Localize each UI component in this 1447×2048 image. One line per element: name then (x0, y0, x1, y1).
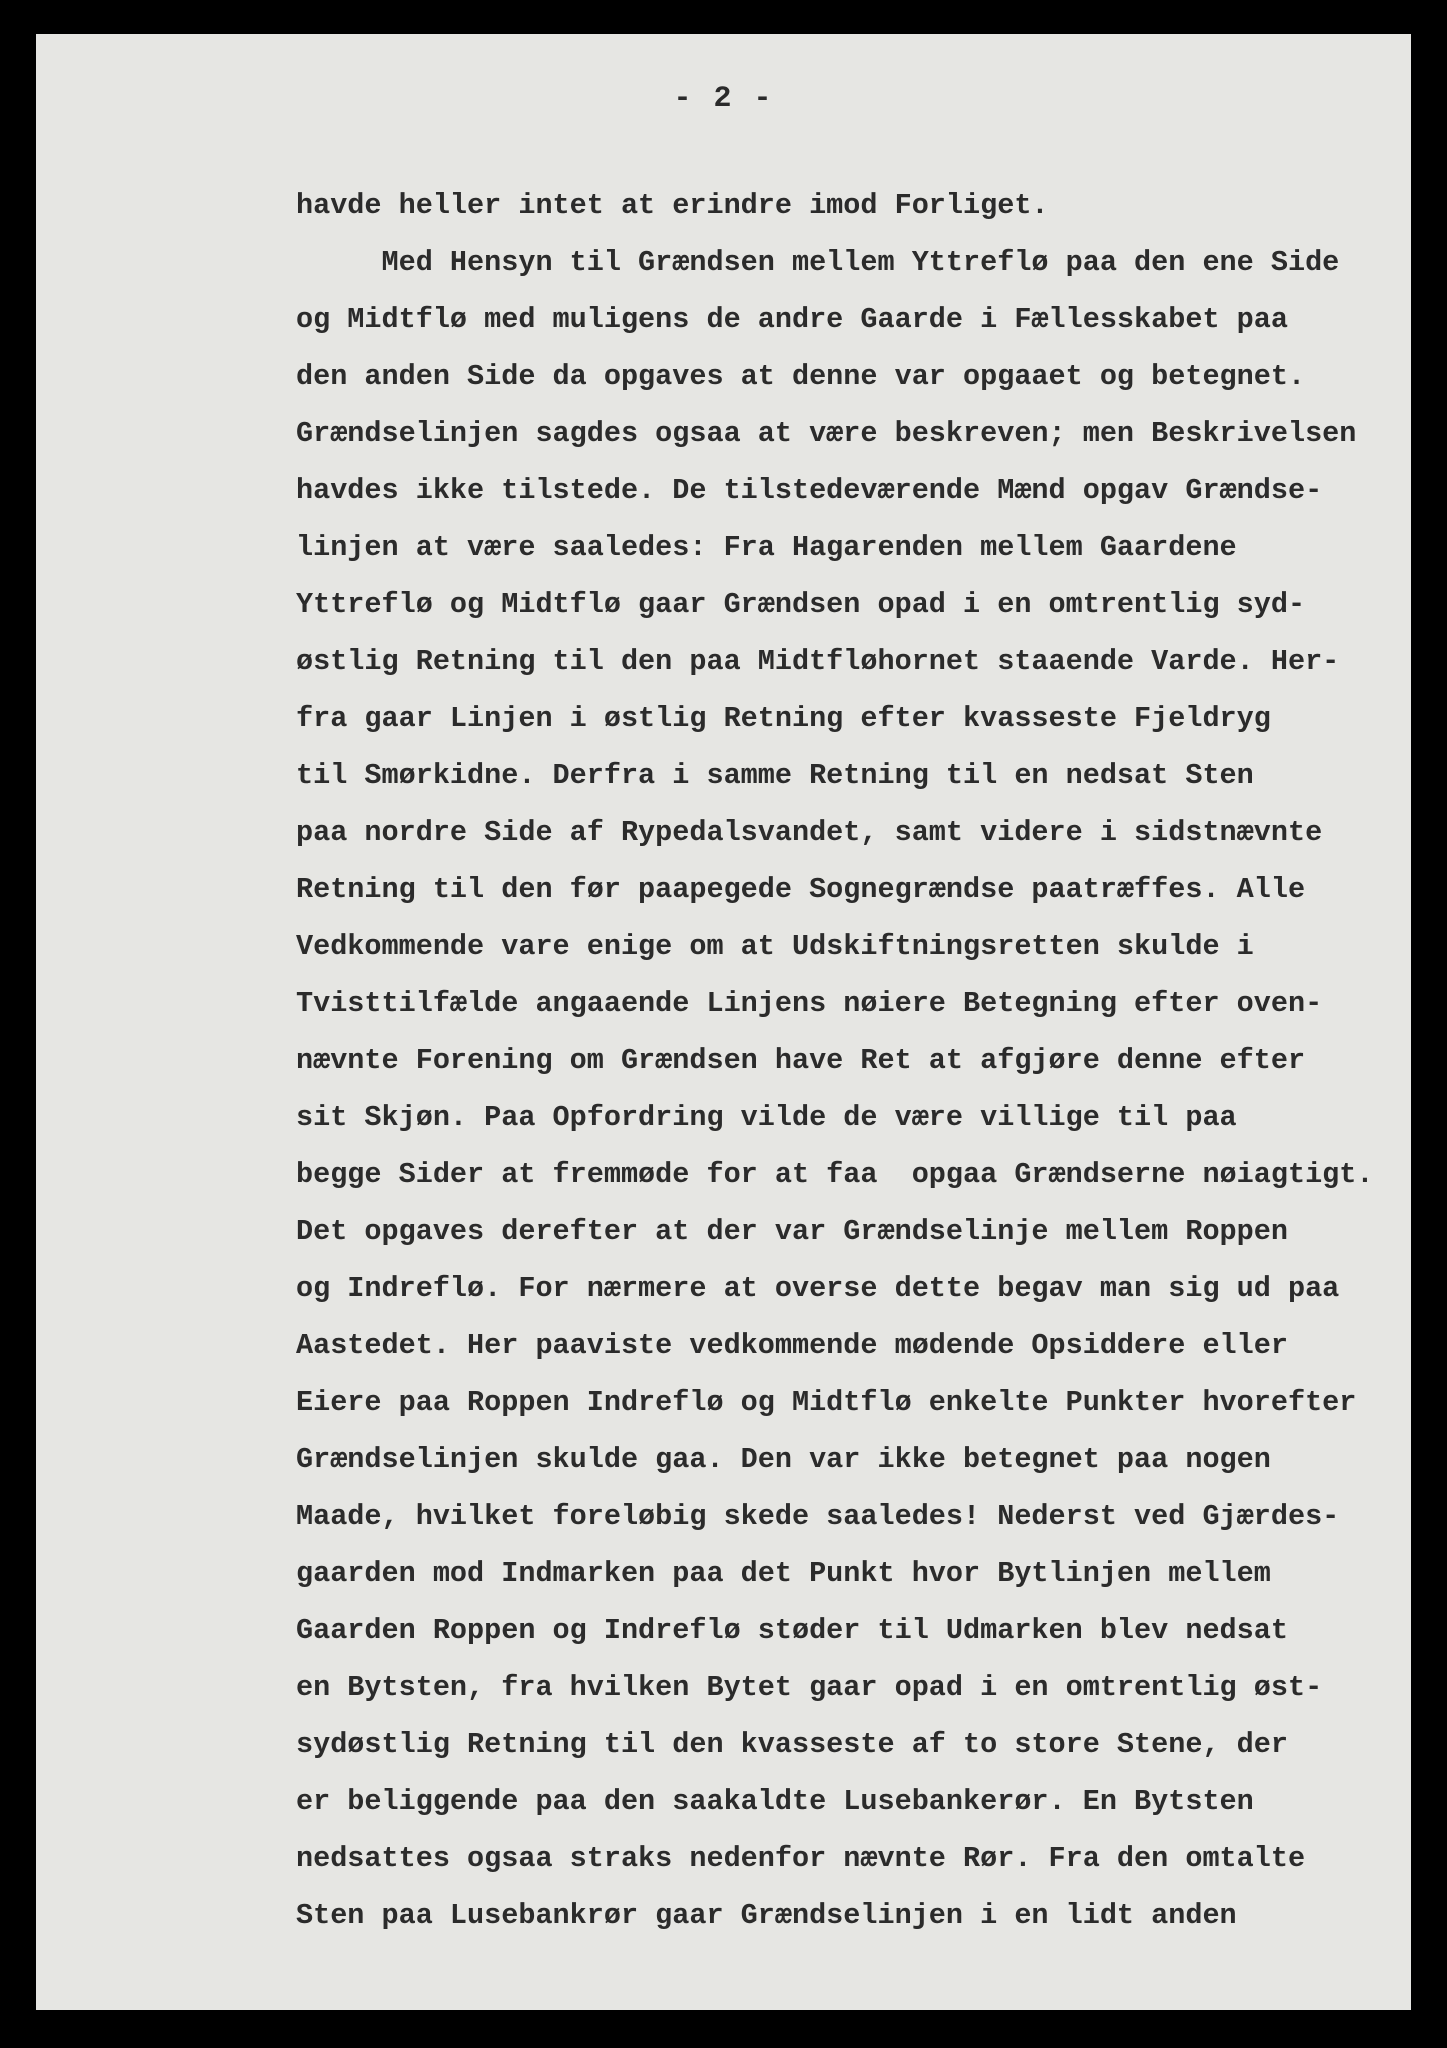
text-line: havdes ikke tilstede. De tilstedeværende Mænd opgav Grændse- (296, 474, 1323, 507)
text-line: sydøstlig Retning til den kvasseste af to store Stene, der (296, 1728, 1288, 1761)
text-line: gaarden mod Indmarken paa det Punkt hvor Bytlinjen mellem (296, 1557, 1271, 1590)
text-line: begge Sider at fremmøde for at faa opgaa Grændserne nøiagtigt. (296, 1158, 1374, 1191)
text-line: Tvisttilfælde angaaende Linjens nøiere Betegning efter oven- (296, 987, 1323, 1020)
text-line: linjen at være saaledes: Fra Hagarenden mellem Gaardene (296, 531, 1237, 564)
text-line: er beliggende paa den saakaldte Lusebankerør. En Bytsten (296, 1785, 1254, 1818)
text-line: sit Skjøn. Paa Opfordring vilde de være villige til paa (296, 1101, 1237, 1134)
text-line: Grændselinjen skulde gaa. Den var ikke betegnet paa nogen (296, 1443, 1271, 1476)
text-line: Gaarden Roppen og Indreflø støder til Udmarken blev nedsat (296, 1614, 1288, 1647)
text-line: Yttreflø og Midtflø gaar Grændsen opad i en omtrentlig syd- (296, 588, 1306, 621)
page-number: - 2 - (673, 82, 774, 116)
text-line: og Indreflø. For nærmere at overse dette begav man sig ud paa (296, 1272, 1340, 1305)
text-line: den anden Side da opgaves at denne var opgaaet og betegnet. (296, 360, 1306, 393)
text-line: Det opgaves derefter at der var Grændselinje mellem Roppen (296, 1215, 1288, 1248)
text-line: nedsattes ogsaa straks nedenfor nævnte Rør. Fra den omtalte (296, 1842, 1306, 1875)
text-line: nævnte Forening om Grændsen have Ret at afgjøre denne efter (296, 1044, 1306, 1077)
text-line: Maade, hvilket foreløbig skede saaledes! Nederst ved Gjærdes- (296, 1500, 1340, 1533)
text-line: Vedkommende vare enige om at Udskiftningsretten skulde i (296, 930, 1254, 963)
text-line: Med Hensyn til Grændsen mellem Yttreflø paa den ene Side (296, 246, 1340, 279)
text-line: havde heller intet at erindre imod Forliget. (296, 189, 1049, 222)
text-line: Sten paa Lusebankrør gaar Grændselinjen i en lidt anden (296, 1899, 1237, 1932)
text-line: østlig Retning til den paa Midtfløhornet staaende Varde. Her- (296, 645, 1340, 678)
text-line: til Smørkidne. Derfra i samme Retning til en nedsat Sten (296, 759, 1254, 792)
text-line: Retning til den før paapegede Sognegrændse paatræffes. Alle (296, 873, 1306, 906)
document-body (296, 186, 1416, 1953)
text-line: Aastedet. Her paaviste vedkommende mødende Opsiddere eller (296, 1329, 1288, 1362)
text-line: og Midtflø med muligens de andre Gaarde i Fællesskabet paa (296, 303, 1288, 336)
text-line: Eiere paa Roppen Indreflø og Midtflø enkelte Punkter hvorefter (296, 1386, 1357, 1419)
text-line: en Bytsten, fra hvilken Bytet gaar opad i en omtrentlig øst- (296, 1671, 1323, 1704)
text-line: fra gaar Linjen i østlig Retning efter kvasseste Fjeldryg (296, 702, 1271, 735)
text-line: Grændselinjen sagdes ogsaa at være beskreven; men Beskrivelsen (296, 417, 1357, 450)
text-line: paa nordre Side af Rypedalsvandet, samt videre i sidstnævnte (296, 816, 1323, 849)
